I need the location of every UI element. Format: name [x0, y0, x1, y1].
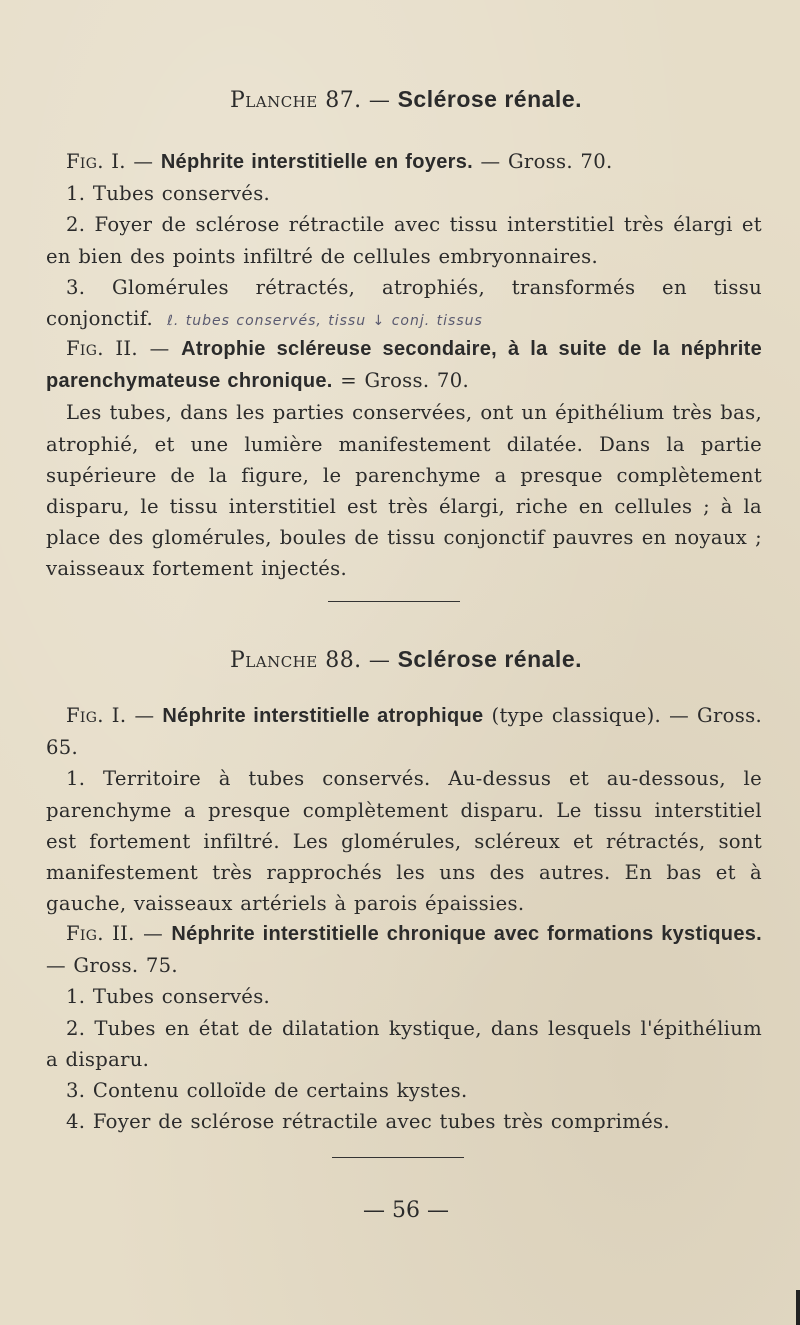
fig-title: Néphrite interstitielle atrophique [162, 705, 484, 727]
plate-88-fig-1-heading [46, 700, 762, 763]
list-item [46, 272, 762, 337]
list-item-text: 3. Glomérules rétractés, atrophiés, transformés en tissu conjonctif. [46, 275, 762, 331]
handwritten-note: ℓ. tubes conservés, tissu ↓ conj. tissus [167, 313, 483, 330]
fig-suffix: (type classique). — Gross. 65. [46, 704, 763, 760]
section-divider [332, 1157, 464, 1158]
fig-gross: = Gross. 70. [340, 369, 469, 393]
fig-dash: — [133, 150, 154, 173]
fig-gross: — Gross. 70. [480, 150, 613, 173]
plate-87-fig-1 [46, 146, 762, 337]
page [46, 0, 766, 1325]
plate-88-fig-2-heading [46, 918, 762, 981]
list-item: 1. Tubes conservés. [66, 182, 271, 206]
list-item: 2. Tubes en état de dilatation kystique, dans lesquels l'épithélium a disparu. [46, 1016, 762, 1071]
plate-87-dash: — [368, 88, 391, 112]
list-item: 1. Territoire à tubes conservés. Au-dessus et au-dessous, le parenchyme a presque complètement disparu. Le tissu interstitiel est fortement infiltré. Les glomérules, scléreux et rétractés, sont manifestement très rapprochés les uns des autres. En bas et à gauche, vaisseaux artériels à parois épaissies. [46, 767, 762, 916]
page-number: — 56 — [363, 1198, 449, 1223]
list-item: 1. Tubes conservés. [66, 985, 271, 1009]
fig-label: Fig. II. [66, 337, 138, 360]
plate-88-fig-2 [46, 918, 762, 1137]
plate-88-fig-1 [46, 700, 762, 919]
fig-title: Atrophie scléreuse secondaire, à la suite de la néphrite parenchymateuse chronique. [46, 338, 763, 393]
paragraph: Les tubes, dans les parties conservées, ont un épithélium très bas, atrophié, et une lumière manifestement dilatée. Dans la partie supérieure de la figure, le parenchyme a presque complètement disparu, le tissu interstitiel est très élargi, riche en cellules ; à la place des glomérules, boules de tissu conjonctif pauvres en noyaux ; vaisseaux fortement injectés. [46, 401, 762, 581]
fig-dash: — [149, 337, 170, 360]
plate-88-heading [46, 646, 766, 673]
fig-label: Fig. I. [66, 150, 126, 173]
list-item: 3. Contenu colloïde de certains kystes. [66, 1079, 468, 1103]
fig-title: Néphrite interstitielle chronique avec formations kystiques. [171, 923, 763, 945]
plate-87-fig-1-heading [46, 146, 762, 178]
plate-87-fig-2-heading [46, 333, 762, 397]
fig-dash: — [143, 922, 163, 945]
fig-title: Néphrite interstitielle en foyers. [160, 151, 473, 173]
page-edge-mark [796, 1290, 800, 1325]
list-item: 2. Foyer de sclérose rétractile avec tissu interstitiel très élargi et en bien des points infiltré de cellules embryonnaires. [46, 213, 762, 268]
fig-label: Fig. II. [66, 922, 135, 945]
plate-87-title: Sclérose rénale. [397, 86, 583, 112]
fig-dash: — [134, 704, 155, 727]
plate-87-fig-2 [46, 333, 762, 585]
plate-87-label: Planche 87. [229, 88, 362, 113]
section-divider [328, 601, 460, 602]
fig-gross: — Gross. 75. [46, 954, 178, 978]
plate-87-heading [46, 86, 766, 113]
plate-88-title: Sclérose rénale. [397, 646, 583, 672]
fig-label: Fig. I. [66, 704, 127, 727]
plate-88-dash: — [368, 648, 391, 672]
plate-88-label: Planche 88. [229, 648, 362, 673]
list-item: 4. Foyer de sclérose rétractile avec tubes très comprimés. [66, 1110, 670, 1134]
